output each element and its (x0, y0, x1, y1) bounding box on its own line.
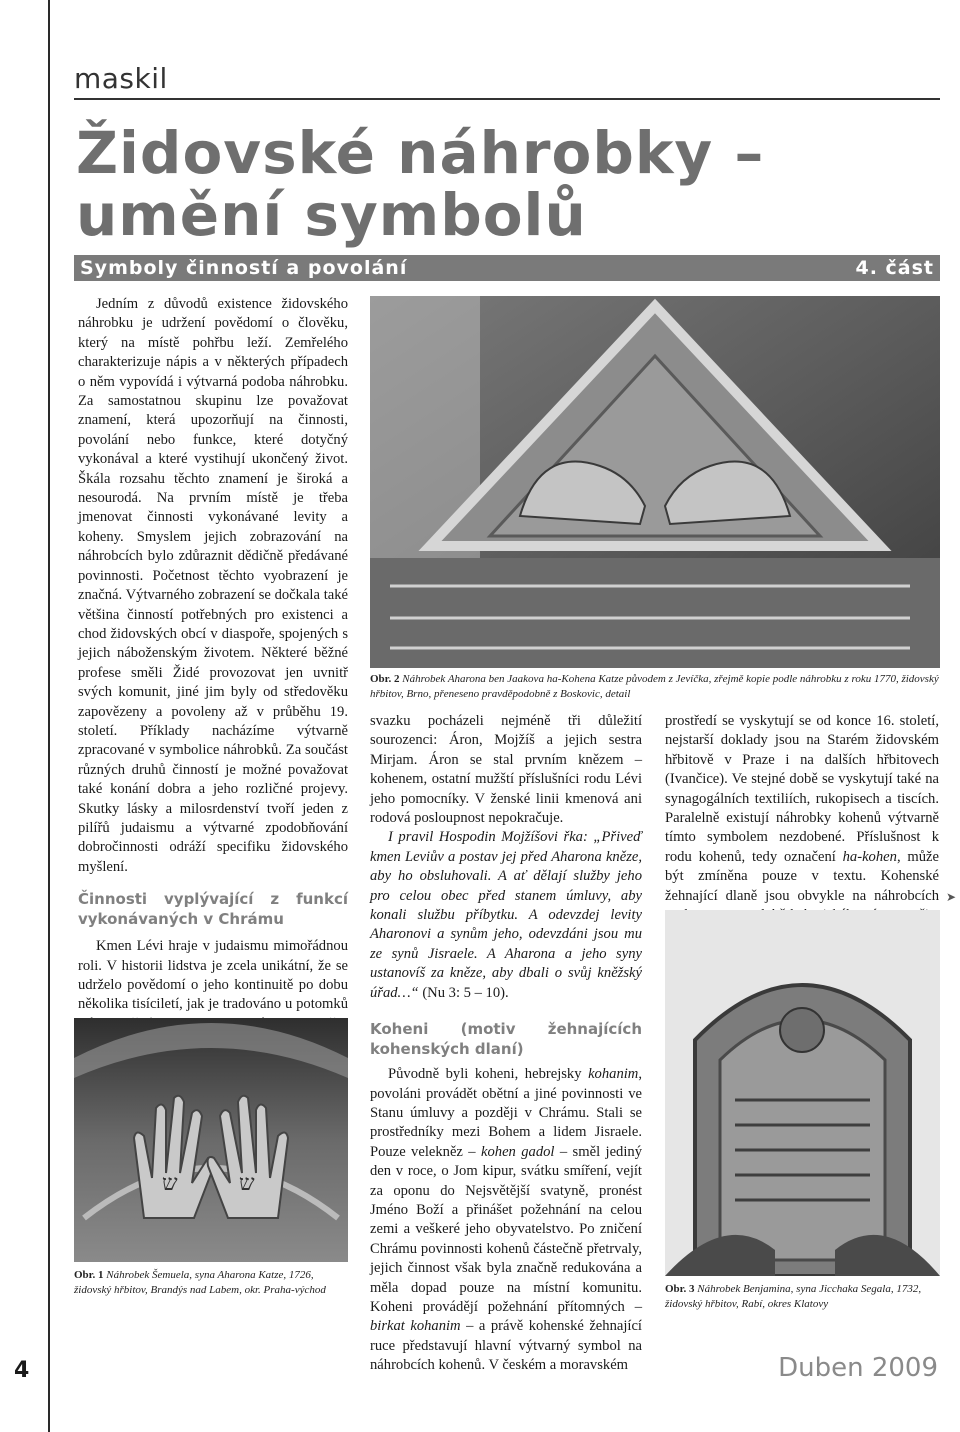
koheni-text-d: – a právě kohenské žehnající ruce představují hlavní výtvarný symbol na náhrobcích kohenů. V českém a moravském (370, 1318, 642, 1374)
svg-text:ש: ש (162, 1171, 178, 1196)
gravestone-blessing-hands-photo (370, 296, 940, 668)
part-label: 4. část (855, 257, 934, 279)
gravestone-hands-photo (74, 1018, 348, 1262)
koheni-text-a: Původně byli koheni, hebrejsky (388, 1066, 589, 1083)
figure-2-text: Náhrobek Aharona ben Jaakova ha-Kohena Katze původem z Jevíčka, zřejmě kopie podle náhrobku z roku 1770, židovský hřbitov, Brno, přeneseno pravděpodobně z Boskovic, detail (370, 673, 939, 700)
continue-arrow-icon: ➤ (946, 890, 957, 904)
subtitle-bar (74, 255, 940, 281)
siblings-paragraph: svazku pocházeli nejméně tři důležití sourozenci: Áron, Mojžíš a jejich sestra Mirjam. Áron se stal prvním knězem – kohenem, ostatní mužští příslušníci rodu Lévi jeho pomocníky. V ženské linii kmenová ani rodová posloupnost nepokračuje. (370, 713, 642, 827)
svg-text:ש: ש (239, 1171, 255, 1196)
levi-paragraph: Kmen Lévi hraje v judaismu mimořádnou roli. V historii lidstva je zcela unikátní, že se udrželo povědomí o jeho kontinuitě po dobu několika tisíciletí, jak je tradováno u potomků (78, 938, 348, 1013)
figure-1-caption (74, 1268, 350, 1298)
figure-2-photo (370, 296, 940, 668)
koheni-text-c: – směl jediný den v roce, o Jom kipur, svátku smíření, vejít za oponu do Nejsvětější svatyně, pronést Jméno Boží a přinášet požehnání na celou zemi a veškeré jeho obyvatelstvo. Po zničení Chrámu povinnosti kohenů částečně přetrvaly, jejich činnost však byla značně redukována a měla dopad pouze na místní komunitu. Koheni provádějí požehnání přítomných – (370, 1143, 642, 1315)
figure-1-text: Náhrobek Šemuela, syna Aharona Katze, 1726, židovský hřbitov, Brandýs nad Labem, okr. Praha-východ (74, 1269, 326, 1296)
figure-3-caption (665, 1282, 940, 1312)
figure-1-label: Obr. 1 (74, 1269, 104, 1281)
figure-3-text: Náhrobek Benjamina, syna Jicchaka Segala, 1732, židovský hřbitov, Rabí, okres Klatovy (665, 1283, 922, 1310)
section-heading-temple: Činnosti vyplývající z funkcí vykonávaných v Chrámu (78, 890, 348, 929)
header-rule (74, 98, 940, 100)
magazine-name: maskil (74, 62, 168, 95)
section-heading-koheni: Koheni (motiv žehnajících kohenských dlaní) (370, 1020, 642, 1059)
column-1 (78, 295, 348, 1073)
article-title (76, 119, 765, 249)
left-margin-rule (48, 0, 50, 1432)
subtitle: Symboly činností a povolání (80, 257, 408, 279)
title-line-1: Židovské náhrobky – (76, 119, 765, 187)
quote-reference: (Nu 3: 5 – 10). (418, 984, 509, 1001)
koheni-text-b: , povoláni provádět obětní a jiné povinnosti ve Stanu úmluvy a později v Chrámu. Stali se prostředníky mezi Bohem a lidem Jisraele. Pouze velekněz – (370, 1066, 642, 1160)
figure-3-photo (665, 910, 940, 1276)
term-kohanim: kohanim (588, 1066, 639, 1083)
bible-quote (370, 828, 642, 1003)
koheni-paragraph (370, 1065, 642, 1376)
quote-text: I pravil Hospodin Mojžíšovi řka: „Přiveď kmen Leviův a postav jej před Aharona kněze, aby ho obsluhovali. A ať dělají služby jeho pro celou obec před stanem úmluvy, aby konali službu příbytku. A odevzdej levity Aharonovi a synům jeho, odevzdáni jsou mu ze synů Jisraele. A Aharona a jeho syny ustanovíš za kněze, aby dbali o svůj kněžský úřad…“ (370, 829, 642, 1001)
tradition-text-b: , může být zmíněna pouze v textu. Kohenské žehnající dlaně jsou obvykle na náhrobcích (665, 848, 940, 904)
term-birkat-kohanim: birkat kohanim (370, 1318, 461, 1335)
figure-1-photo (74, 1018, 348, 1262)
figure-2-caption (370, 672, 940, 702)
issue-date: Duben 2009 (778, 1353, 938, 1383)
gravestone-rabi-photo (665, 910, 940, 1276)
figure-2-label: Obr. 2 (370, 673, 400, 685)
figure-3-label: Obr. 3 (665, 1283, 695, 1295)
term-kohen-gadol: kohen gadol (481, 1143, 555, 1160)
column-2 (370, 712, 642, 1376)
title-line-2: umění symbolů (76, 181, 587, 249)
intro-paragraph: Jedním z důvodů existence židovského náhrobku je udržení povědomí o člověku, který na místě pohřbu leží. Zemřelého charakterizuje nápis a v některých případech o něm vypovídá i výtvarná podoba náhrobku. Za samostatnou skupinu lze považovat znamení, která upozorňují na činnosti, povolání nebo funkce, které dotyčný vykonával a které vystihují ukončený život. Škála rozsahu těchto znamení je široká a nesourodá. Na prvním místě je třeba jmenovat činnosti vykonávané levity a koheny. Smyslem jejich zobrazování na náhrobcích bylo zdůraznit dědičně předávané povinnosti. Početnost těchto vyobrazení je značná. Výtvarného zobrazení se dočkala také většina činností potřebných pro existenci a chod židovských obcí v diaspoře, spojených s jejich náboženským životem. Některé běžné profese směli Židé provozovat jen uvnitř svých komunit, jiné jim byly od středověku zapovězeny a povoleny až v průběhu 19. století. Příklady nacházíme výtvarně zpracované v symbolice náhrobků. Za součást různých druhů činností je možné považovat také konání dobra a jeho rozličné projevy. Skutky lásky a milosrdenství tvoří jeden z pilířů judaismu a výtvarné zpodobňování dobročinnosti odráží specifiku židovského myšlení. (78, 296, 348, 875)
term-ha-kohen: ha-kohen (842, 848, 897, 865)
tradition-text-a: prostředí se vyskytují se od konce 16. století, nejstarší doklady jsou na Starém židovském hřbitově v Praze i na dalších hřbitovech (Ivančice). Ve stejné době se vyskytují také na synagogálních textiliích, rukopisech a tiscích. Paralelně existují náhrobky kohenů výtvarně tímto symbolem nezdobené. Příslušnost k rodu kohenů, tedy označení (665, 713, 939, 865)
page-number: 4 (14, 1358, 30, 1383)
